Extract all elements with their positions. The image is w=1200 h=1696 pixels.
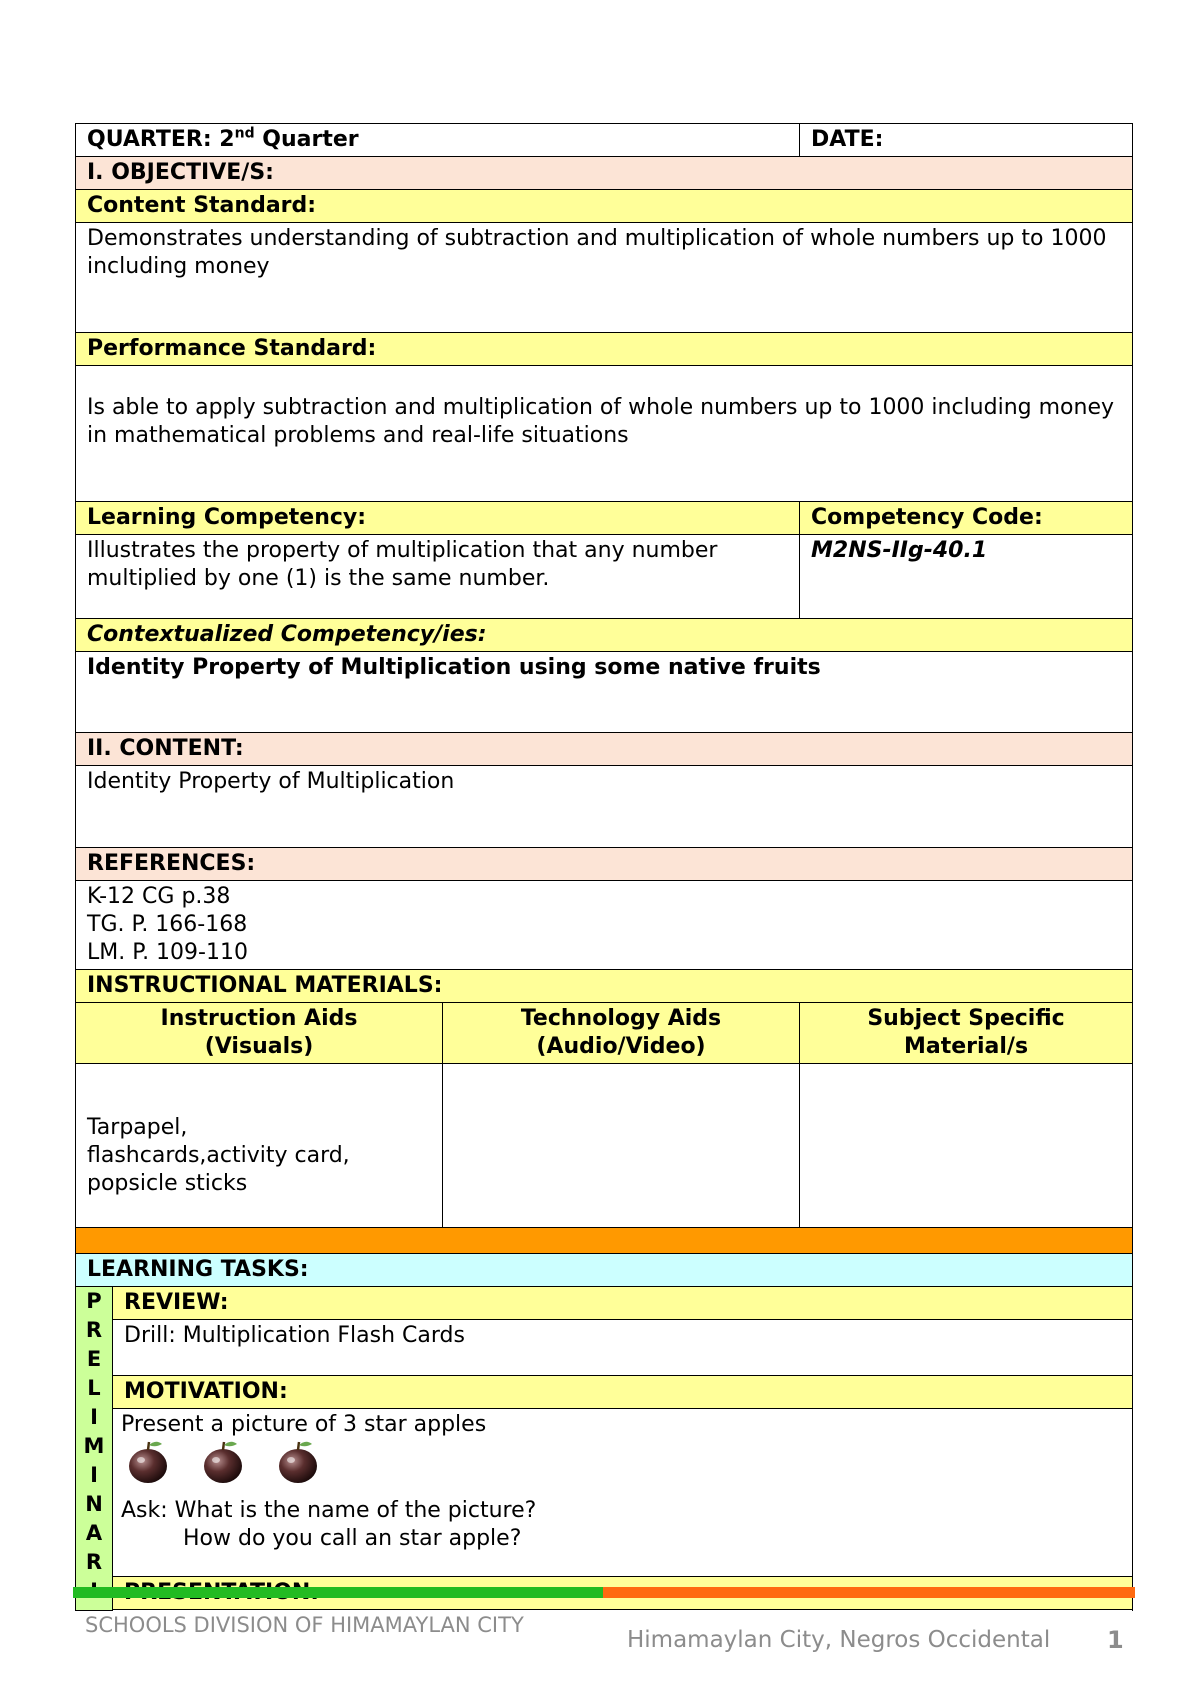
content-standard-label: Content Standard: bbox=[76, 190, 1133, 223]
performance-standard-text: Is able to apply subtraction and multiplication of whole numbers up to 1000 including money in mathematical problems and real-life situations bbox=[76, 366, 1133, 502]
date-label: DATE: bbox=[800, 124, 1133, 157]
instructional-materials-heading: INSTRUCTIONAL MATERIALS: bbox=[76, 970, 1133, 1003]
reference-item: TG. P. 166-168 bbox=[87, 912, 248, 937]
technology-aids-cell bbox=[443, 1064, 800, 1228]
performance-standard-label: Performance Standard: bbox=[76, 333, 1133, 366]
subject-specific-cell bbox=[800, 1064, 1133, 1228]
footer-location: Himamaylan City, Negros Occidental bbox=[627, 1627, 1051, 1653]
preliminaries-side-label: P R E L I M I N A R bbox=[76, 1287, 113, 1611]
contextualized-competency-label: Contextualized Competency/ies: bbox=[76, 619, 1133, 652]
lesson-plan-table bbox=[75, 123, 1133, 1611]
objectives-heading: I. OBJECTIVE/S: bbox=[76, 157, 1133, 190]
technology-aids-header: Technology Aids (Audio/Video) bbox=[443, 1003, 800, 1064]
competency-code-label: Competency Code: bbox=[800, 502, 1133, 535]
footer-division-name: SCHOOLS DIVISION OF HIMAMAYLAN CITY bbox=[85, 1613, 524, 1637]
learning-competency-label: Learning Competency: bbox=[76, 502, 800, 535]
footer-bar-orange bbox=[603, 1587, 1135, 1598]
competency-code: M2NS-IIg-40.1 bbox=[800, 535, 1133, 619]
motivation-label: MOTIVATION: bbox=[113, 1376, 1133, 1409]
star-apple-picture bbox=[200, 1439, 246, 1485]
review-text: Drill: Multiplication Flash Cards bbox=[113, 1320, 1133, 1376]
star-apple-picture bbox=[125, 1439, 171, 1485]
learning-competency-text: Illustrates the property of multiplication that any number multiplied by one (1) is the same number. bbox=[76, 535, 800, 619]
ask-question-2: How do you call an star apple? bbox=[183, 1526, 522, 1551]
instruction-aids-header: Instruction Aids (Visuals) bbox=[76, 1003, 443, 1064]
instruction-aids-cell: Tarpapel, flashcards,activity card, popsicle sticks bbox=[76, 1064, 443, 1228]
content-standard-text: Demonstrates understanding of subtraction and multiplication of whole numbers up to 1000 including money bbox=[76, 223, 1133, 333]
subject-specific-header: Subject Specific Material/s bbox=[800, 1003, 1133, 1064]
motivation-text: Present a picture of 3 star apples bbox=[121, 1412, 487, 1437]
content-heading: II. CONTENT: bbox=[76, 733, 1133, 766]
motivation-cell bbox=[113, 1409, 1133, 1577]
references-list bbox=[76, 881, 1133, 970]
references-heading: REFERENCES: bbox=[76, 848, 1133, 881]
presentation-spacer bbox=[113, 1610, 1133, 1611]
review-label: REVIEW: bbox=[113, 1287, 1133, 1320]
contextualized-competency-text: Identity Property of Multiplication using some native fruits bbox=[76, 652, 1133, 733]
section-separator bbox=[76, 1228, 1133, 1254]
star-apple-pictures bbox=[121, 1439, 1121, 1497]
ask-question-1: Ask: What is the name of the picture? bbox=[121, 1498, 537, 1523]
page-number: 1 bbox=[1107, 1626, 1124, 1654]
learning-tasks-heading: LEARNING TASKS: bbox=[76, 1254, 1133, 1287]
content-text: Identity Property of Multiplication bbox=[76, 766, 1133, 848]
quarter-cell: QUARTER: 2nd Quarter bbox=[76, 124, 800, 157]
reference-item: LM. P. 109-110 bbox=[87, 940, 248, 965]
reference-item: K-12 CG p.38 bbox=[87, 884, 231, 909]
quarter-superscript: nd bbox=[234, 125, 255, 142]
star-apple-picture bbox=[275, 1439, 321, 1485]
footer-bar-green bbox=[73, 1587, 603, 1598]
